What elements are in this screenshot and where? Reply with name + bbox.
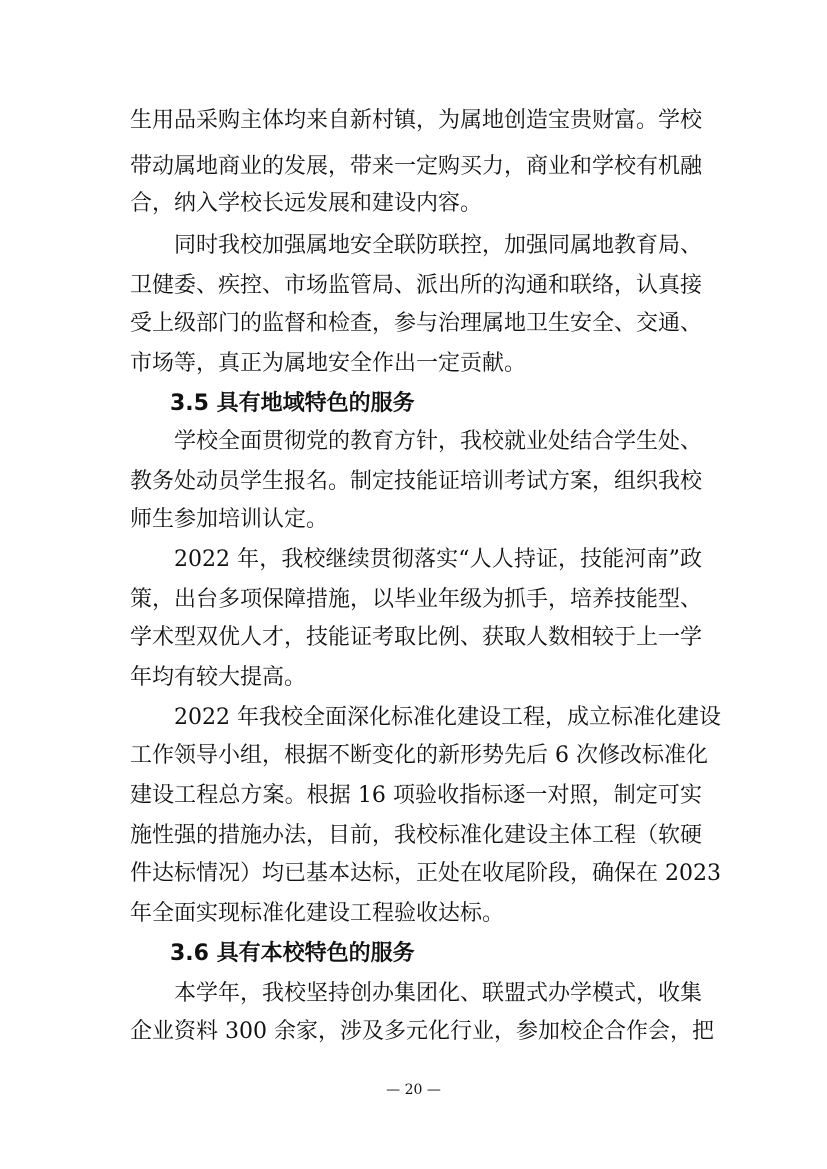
text-line: 带动属地商业的发展，带来一定购买力，商业和学校有机融 (130, 154, 703, 179)
text-line: 教务处动员学生报名。制定技能证培训考试方案，组织我校 (130, 469, 703, 494)
text-line: 学术型双优人才，技能证考取比例、获取人数相较于上一学 (130, 625, 703, 650)
text-line: 施性强的措施办法，目前，我校标准化建设主体工程（软硬 (130, 823, 703, 848)
text-line: 工作领导小组，根据不断变化的新形势先后 6 次修改标准化 (130, 743, 708, 768)
page-number: — 20 — (386, 1082, 441, 1098)
section-heading-3-6: 3.6 具有本校特色的服务 (170, 941, 415, 966)
text-line: 2022 年，我校继续贯彻落实“人人持证，技能河南”政 (174, 547, 702, 572)
text-line: 2022 年我校全面深化标准化建设工程，成立标准化建设 (174, 705, 721, 730)
text-line: 生用品采购主体均来自新村镇，为属地创造宝贵财富。学校 (130, 108, 703, 133)
text-line: 建设工程总方案。根据 16 项验收指标逐一对照，制定可实 (130, 783, 702, 808)
text-line: 企业资料 300 余家，涉及多元化行业，参加校企合作会，把 (130, 1019, 714, 1044)
text-line: 同时我校加强属地安全联防联控，加强同属地教育局、 (174, 233, 703, 258)
text-line: 受上级部门的监督和检查，参与治理属地卫生安全、交通、 (130, 311, 703, 336)
text-line: 本学年，我校坚持创办集团化、联盟式办学模式，收集 (174, 981, 703, 1006)
text-line: 年均有较大提高。 (130, 665, 307, 690)
section-heading-3-5: 3.5 具有地域特色的服务 (170, 391, 415, 416)
text-line: 件达标情况）均已基本达标，正处在收尾阶段，确保在 2023 (130, 861, 721, 886)
text-line: 年全面实现标准化建设工程验收达标。 (130, 901, 505, 926)
text-line: 卫健委、疾控、市场监管局、派出所的沟通和联络，认真接 (130, 273, 703, 298)
text-line: 师生参加培训认定。 (130, 507, 329, 532)
text-line: 市场等，真正为属地安全作出一定贡献。 (130, 351, 527, 376)
text-line: 合，纳入学校长远发展和建设内容。 (130, 191, 483, 216)
text-line: 策，出台多项保障措施，以毕业年级为抓手，培养技能型、 (130, 587, 703, 612)
text-line: 学校全面贯彻党的教育方针，我校就业处结合学生处、 (174, 429, 703, 454)
